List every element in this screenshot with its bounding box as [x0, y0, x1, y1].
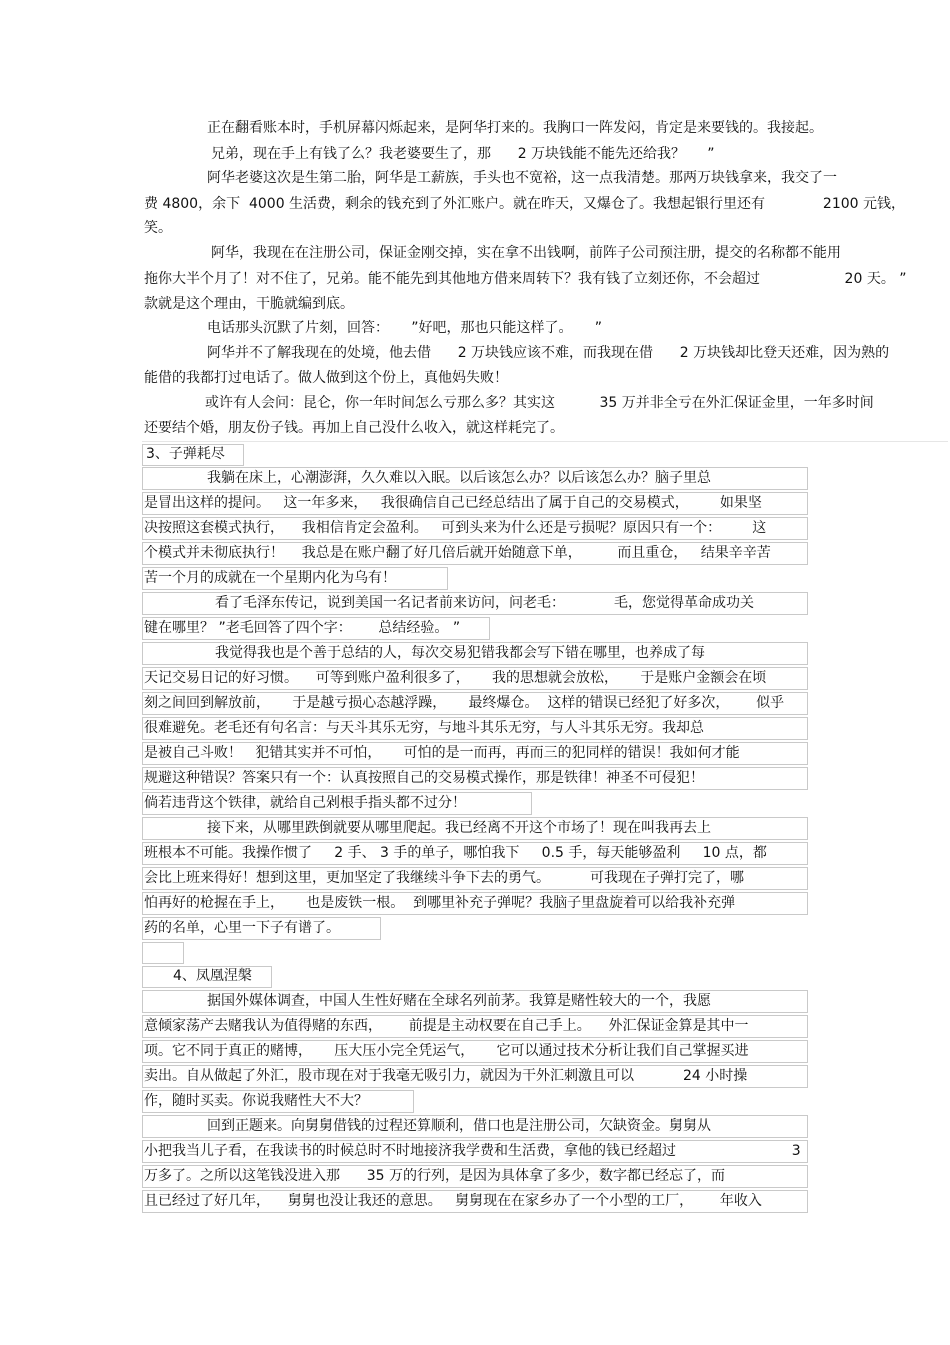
paragraph-line: 药的名单，心里一下子有谱了。 [144, 920, 340, 936]
divider [142, 441, 948, 442]
paragraph-line: 项。它不同于真正的赌博， 压大压小完全凭运气， 它可以通过技术分析让我们自己掌握买进 [144, 1043, 749, 1059]
paragraph-line: 阿华老婆这次是生第二胎，阿华是工薪族，手头也不宽裕，这一点我清楚。那两万块钱拿来，我交了一 [207, 170, 837, 186]
paragraph-line: 或许有人会问：昆仑，你一年时间怎么亏那么多？其实这 35 万并非全亏在外汇保证金里，一年多时间 [205, 395, 874, 411]
paragraph-line: 作，随时买卖。你说我赌性大不大？ [144, 1093, 368, 1109]
paragraph-line: 天记交易日记的好习惯。 可等到账户盈利很多了， 我的思想就会放松， 于是账户金额会在顷 [144, 670, 767, 686]
section-heading: 4、凤凰涅槃 [173, 968, 252, 984]
paragraph-line: 我躺在床上，心潮澎湃，久久难以入眠。以后该怎么办？以后该怎么办？脑子里总 [207, 470, 711, 486]
paragraph-line: 能借的我都打过电话了。做人做到这个份上，真他妈失败！ [144, 370, 508, 386]
paragraph-line: 键在哪里？ ”老毛回答了四个字： 总结经验。 ” [144, 620, 461, 636]
paragraph-line: 且已经过了好几年， 舅舅也没让我还的意思。 舅舅现在在家乡办了一个小型的工厂， 年收入 [144, 1193, 762, 1209]
paragraph-line: 刻之间回到解放前， 于是越亏损心态越浮躁， 最终爆仓。 这样的错误已经犯了好多次， 似乎 [144, 695, 785, 711]
empty-line-box [142, 942, 184, 964]
section-heading: 3、子弹耗尽 [146, 446, 225, 462]
paragraph-line: 回到正题来。向舅舅借钱的过程还算顺利，借口也是注册公司，欠缺资金。舅舅从 [207, 1118, 711, 1134]
paragraph-line: 是被自己斗败！ 犯错其实并不可怕， 可怕的是一而再，再而三的犯同样的错误！我如何才能 [144, 745, 740, 761]
paragraph-line: 个模式并未彻底执行！ 我总是在账户翻了好几倍后就开始随意下单， 而且重仓， 结果辛辛苦 [144, 545, 771, 561]
paragraph-line: 正在翻看账本时，手机屏幕闪烁起来，是阿华打来的。我胸口一阵发闷，肯定是来要钱的。我接起。 [207, 120, 823, 136]
paragraph-line: 电话那头沉默了片刻，回答： ”好吧，那也只能这样了。 ” [207, 320, 603, 336]
paragraph-line: 小把我当儿子看，在我读书的时候总时不时地接济我学费和生活费，拿他的钱已经超过 3 [144, 1143, 801, 1159]
paragraph-line: 阿华，我现在在注册公司，保证金刚交掉，实在拿不出钱啊，前阵子公司预注册，提交的名称都不能用 [211, 245, 841, 261]
paragraph-line: 我觉得我也是个善于总结的人，每次交易犯错我都会写下错在哪里，也养成了每 [215, 645, 705, 661]
paragraph-line: 卖出。自从做起了外汇，股市现在对于我毫无吸引力，就因为干外汇刺激且可以 24 小时操 [144, 1068, 748, 1084]
paragraph-line: 万多了。之所以这笔钱没进入那 35 万的行列，是因为具体拿了多少，数字都已经忘了，而 [144, 1168, 725, 1184]
paragraph-line: 拖你大半个月了！对不住了，兄弟。能不能先到其他地方借来周转下？我有钱了立刻还你，不会超过 20 天。 ” [144, 271, 907, 287]
paragraph-line: 很难避免。老毛还有句名言：与天斗其乐无穷，与地斗其乐无穷，与人斗其乐无穷。我却总 [144, 720, 704, 736]
paragraph-line: 决按照这套模式执行， 我相信肯定会盈利。 可到头来为什么还是亏损呢？原因只有一个： 这 [144, 520, 767, 536]
paragraph-line: 规避这种错误？答案只有一个：认真按照自己的交易模式操作，那是铁律！神圣不可侵犯！ [144, 770, 704, 786]
paragraph-line: 倘若违背这个铁律，就给自己剁根手指头都不过分！ [144, 795, 466, 811]
paragraph-line: 据国外媒体调查，中国人生性好赌在全球名列前茅。我算是赌性较大的一个，我愿 [207, 993, 711, 1009]
paragraph-line: 是冒出这样的提问。 这一年多来， 我很确信自己已经总结出了属于自己的交易模式， 如果坚 [144, 495, 762, 511]
paragraph-line: 会比上班来得好！想到这里，更加坚定了我继续斗争下去的勇气。 可我现在子弹打完了，哪 [144, 870, 745, 886]
paragraph-line: 接下来，从哪里跌倒就要从哪里爬起。我已经离不开这个市场了！现在叫我再去上 [207, 820, 711, 836]
paragraph-line: 阿华并不了解我现在的处境，他去借 2 万块钱应该不难，而我现在借 2 万块钱却比登天还难，因为熟的 [207, 345, 890, 361]
paragraph-line: 费 4800，余下 4000 生活费，剩余的钱充到了外汇账户。就在昨天，又爆仓了。我想起银行里还有 2100 元钱， [144, 196, 905, 212]
paragraph-line: 班根本不可能。我操作惯了 2 手、 3 手的单子，哪怕我下 0.5 手，每天能够盈利 10 点，都 [144, 845, 767, 861]
paragraph-line: 笑。 [144, 220, 172, 236]
paragraph-line: 还要结个婚，朋友份子钱。再加上自己没什么收入，就这样耗完了。 [144, 420, 564, 436]
paragraph-line: 意倾家荡产去赌我认为值得赌的东西， 前提是主动权要在自己手上。 外汇保证金算是其中一 [144, 1018, 749, 1034]
paragraph-line: 款就是这个理由，干脆就编到底。 [144, 296, 354, 312]
paragraph-line: 怕再好的枪握在手上， 也是废铁一根。 到哪里补充子弹呢？我脑子里盘旋着可以给我补充弹 [144, 895, 736, 911]
paragraph-line: 看了毛泽东传记，说到美国一名记者前来访问，问老毛： 毛，您觉得革命成功关 [215, 595, 754, 611]
paragraph-line: 兄弟，现在手上有钱了么？我老婆要生了，那 2 万块钱能不能先还给我？ ” [211, 146, 715, 162]
paragraph-line: 苦一个月的成就在一个星期内化为乌有！ [144, 570, 396, 586]
